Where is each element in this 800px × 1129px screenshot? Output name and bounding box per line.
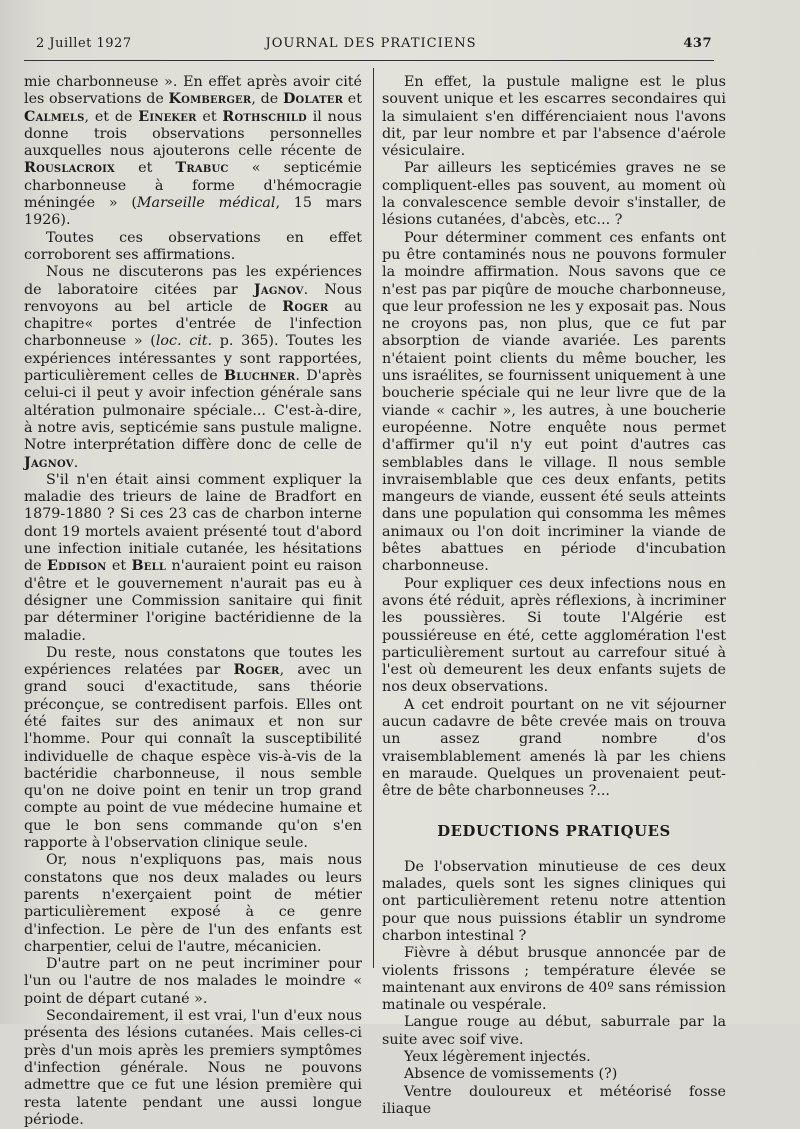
right-column: [382, 74, 726, 1118]
paragraph: Fièvre à début brusque annoncée par de violents frissons ; température élevée se maintenant aux environs de 40º sans rémission matinale ou vespérale.: [382, 945, 726, 1014]
left-column: [24, 74, 362, 1129]
page-number: 437: [683, 36, 712, 51]
paragraph: Langue rouge au début, saburrale par la suite avec soif vive.: [382, 1014, 726, 1048]
paragraph: Or, nous n'expliquons pas, mais nous constatons que nos deux malades ou leurs parents n'exerçaient point de métier particulièrement exposé à ce genre d'infection. Le père de l'un des enfants est charpentier, celui de l'autre, mécanicien.: [24, 852, 362, 955]
paragraph: D'autre part on ne peut incriminer pour l'un ou l'autre de nos malades le moindre « point de départ cutané ».: [24, 956, 362, 1007]
paragraph: Nous ne discuterons pas les expériences de laboratoire citées par Jagnov. Nous renvoyons au bel article de Roger au chapitre« portes d'entrée de l'infection charbonneuse » (loc. cit. p. 365). Toutes les expériences intéressantes y sont rapportées, particulièrement celles de Bluchner. D'après celui-ci il peut y avoir infection générale sans altération pulmonaire spéciale... C'est-à-dire, à notre avis, septicémie sans pustule maligne. Notre interprétation diffère donc de celle de Jagnov.: [24, 264, 362, 471]
paragraph: Absence de vomissements (?): [404, 1066, 618, 1083]
section-heading: DEDUCTIONS PRATIQUES: [437, 823, 671, 841]
paragraph: S'il n'en était ainsi comment expliquer la maladie des trieurs de laine de Bradfort en 1879-1880 ? Si ces 23 cas de charbon interne dont 19 mortels avaient présenté tout d'abord une infection initiale cutanée, les hésitations de Eddison et Bell n'auraient point eu raison d'être et le gouvernement n'aurait pas eu à désigner une Commission sanitaire qui finit par déterminer l'origine bactéridienne de la maladie.: [24, 471, 362, 644]
column-divider: [373, 68, 374, 968]
paragraph: mie charbonneuse ». En effet après avoir cité les observations de Komberger, de Dolater et Calmels, et de Eineker et Rothschild il nous donne trois observations personnelles auxquelles nous ajouterons celle récente de Rouslacroix et Trabuc « septicémie charbonneuse à forme d'hémocragie méningée » (Marseille médical, 15 mars 1926).: [24, 74, 363, 229]
paragraph: Du reste, nous constatons que toutes les expériences relatées par Roger, avec un grand souci d'exactitude, sans théorie préconçue, se contredisent parfois. Elles ont été faites sur des animaux et non sur l'homme. Pour qui connaît la susceptibilité individuelle de chaque espèce vis-à-vis de la bactéridie charbonneuse, il nous semble qu'on ne doive point en tenir un trop grand compte au point de vue médecine humaine et que le bon sens commande qu'on s'en rapporte à l'observation clinique seule.: [24, 644, 362, 852]
paragraph: Secondairement, il est vrai, l'un d'eux nous présenta des lésions cutanées. Mais celles-ci près d'un mois après les premiers symptômes d'infection générale. Nous ne pouvons admettre que ce fut une lésion première qui resta latente pendant une aussi longue période.: [24, 1008, 362, 1128]
paragraph: Pour déterminer comment ces enfants ont pu être contaminés nous ne pouvons formuler la moindre affirmation. Nous savons que ce n'est pas par piqûre de mouche charbonneuse, que leur profession ne les y exposait pas. Nous ne croyons pas, non plus, que ce fut par absorption de viande avariée. Les parents n'étaient point clients du même boucher, les uns israélites, se fournissent uniquement à une boucherie spéciale qui ne leur livre que de la viande « cachir », les autres, à une boucherie européenne. Notre enquête nous permet d'affirmer qu'il n'y eut point d'autres cas semblables dans le village. Il nous semble invraisemblable que ces deux enfants, petits mangeurs de viande, eussent été seuls atteints dans une population qui consomma les mêmes animaux ou l'on doit incriminer la viande de bêtes abattues en période d'incubation charbonneuse.: [382, 229, 726, 575]
issue-date: 2 Juillet 1927: [36, 36, 132, 51]
paragraph: De l'observation minutieuse de ces deux malades, quels sont les signes cliniques qui ont particulièrement retenu notre attention pour que nous puissions établir un syndrome charbon intestinal ?: [382, 858, 726, 944]
paragraph: Pour expliquer ces deux infections nous en avons été réduit, après réflexions, à incriminer les poussières. Si toute l'Algérie est poussiéreuse en été, cette agglomération l'est particulièrement surtout au carrefour situé à l'est où demeurent les deux enfants sujets de nos deux observations.: [382, 575, 726, 696]
paragraph: Yeux légèrement injectés.: [404, 1049, 591, 1066]
paragraph: A cet endroit pourtant on ne vit séjourner aucun cadavre de bête crevée mais on trouva un assez grand nombre d'os vraisemblablement amenés là par les chiens en maraude. Quelques un provenaient peut-être de bête charbonneuses ?...: [382, 696, 726, 800]
paragraph: Par ailleurs les septicémies graves ne se compliquent-elles pas souvent, au moment où la convalescence semble devoir s'installer, de lésions cutanées, d'abcès, etc... ?: [382, 160, 726, 229]
running-header: [30, 36, 712, 56]
paragraph: Toutes ces observations en effet corroborent ses affirmations.: [24, 229, 362, 263]
journal-title: JOURNAL DES PRATICIENS: [265, 36, 477, 51]
paragraph: En effet, la pustule maligne est le plus souvent unique et les escarres secondaires qui la simulaient s'en différenciaient nous l'avons dit, par leur nombre et par l'absence d'aérole vésiculaire.: [382, 74, 726, 160]
header-rule: [24, 60, 714, 61]
paragraph: Ventre douloureux et météorisé fosse iliaque: [382, 1083, 726, 1117]
